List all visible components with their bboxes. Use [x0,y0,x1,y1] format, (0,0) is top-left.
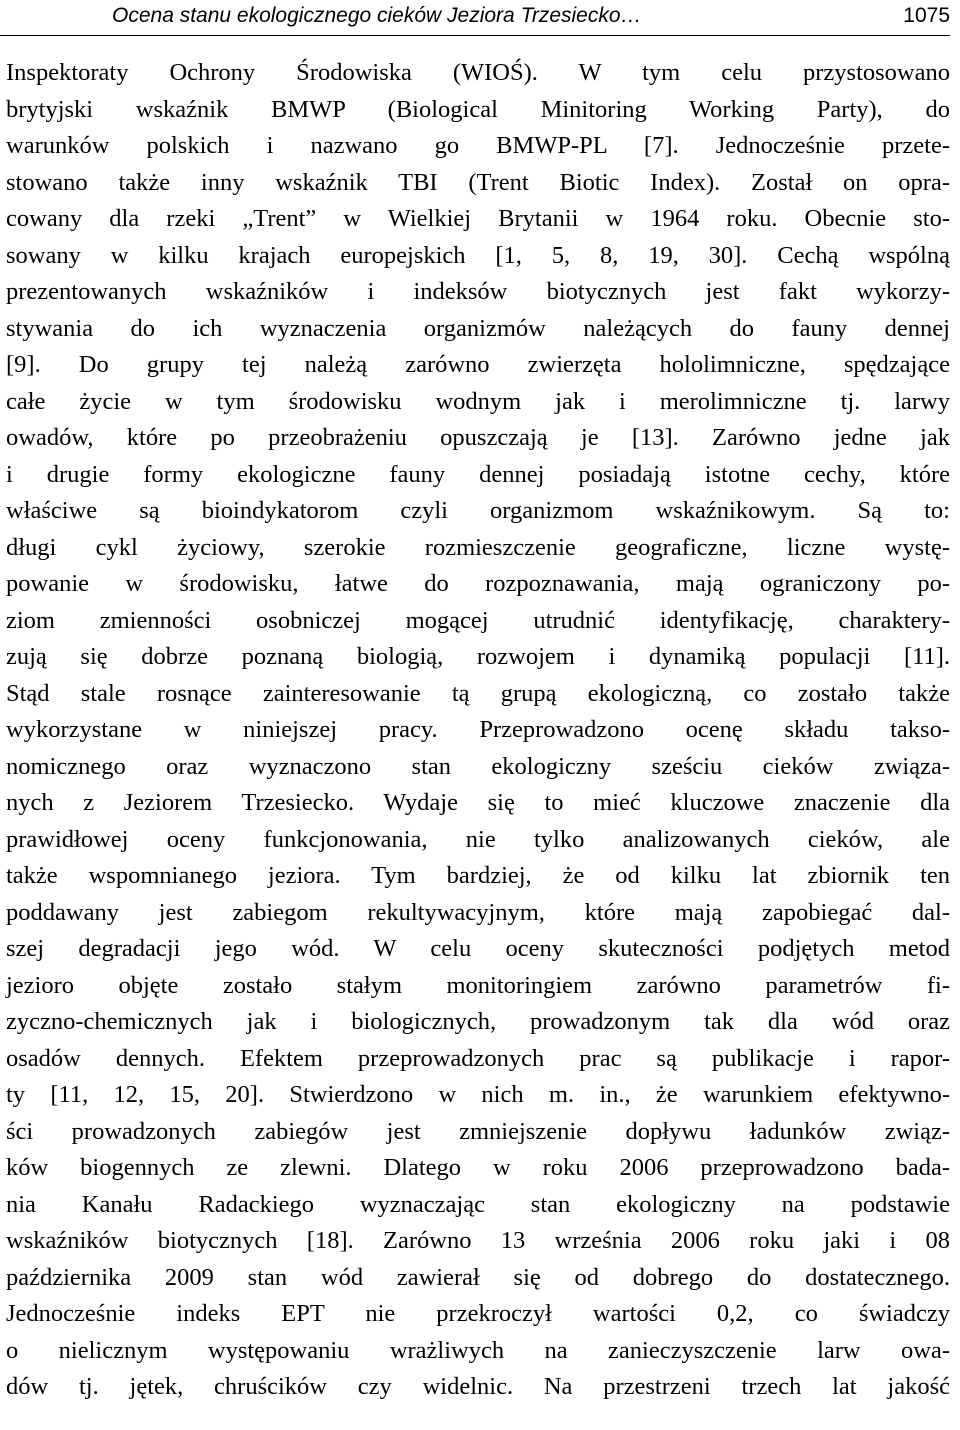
text-line: prezentowanych wskaźników i indeksów biotycznych jest fakt wykorzy- [6,278,950,305]
text-line: o nielicznym występowaniu wrażliwych na zanieczyszczenie larw owa- [6,1336,950,1364]
text-line: nomicznego oraz wyznaczono stan ekologiczny sześciu cieków związa- [6,752,950,780]
text-line: powanie w środowisku, łatwe do rozpoznawania, mają ograniczony po- [6,570,950,597]
text-line: także wspomnianego jeziora. Tym bardziej, że od kilku lat zbiornik ten [6,862,950,889]
page-number: 1075 [903,4,950,27]
header-rule [0,35,950,36]
text-line: brytyjski wskaźnik BMWP (Biological Minitoring Working Party), do [6,95,950,123]
text-line: owadów, które po przeobrażeniu opuszczają je [13]. Zarówno jedne jak [6,424,950,451]
text-line: dów tj. jętek, chruścików czy widelnic. Na przestrzeni trzech lat jakość [6,1373,950,1400]
text-line: cowany dla rzeki „Trent” w Wielkiej Brytanii w 1964 roku. Obecnie sto- [6,205,950,232]
running-header [0,4,950,34]
text-line: i drugie formy ekologiczne fauny dennej posiadają istotne cechy, które [6,460,950,488]
text-line: właściwe są bioindykatorom czyli organizmom wskaźnikowym. Są to: [6,497,950,524]
text-line: jezioro objęte zostało stałym monitoringiem zarówno parametrów fi- [6,971,950,999]
text-line: osadów dennych. Efektem przeprowadzonych prac są publikacje i rapor- [6,1044,950,1072]
text-line: sowany w kilku krajach europejskich [1, 5, 8, 19, 30]. Cechą wspólną [6,241,950,269]
text-line: nia Kanału Radackiego wyznaczając stan ekologiczny na podstawie [6,1190,950,1218]
text-line: zyczno-chemicznych jak i biologicznych, prowadzonym tak dla wód oraz [6,1008,950,1035]
text-line: wykorzystane w niniejszej pracy. Przeprowadzono ocenę składu takso- [6,716,950,743]
text-line: szej degradacji jego wód. W celu oceny skuteczności podjętych metod [6,935,950,962]
running-title: Ocena stanu ekologicznego cieków Jeziora Trzesiecko… [112,4,642,27]
text-line: ziom zmienności osobniczej mogącej utrudnić identyfikację, charaktery- [6,606,950,634]
text-line: warunków polskich i nazwano go BMWP-PL [7]. Jednocześnie przete- [6,132,950,159]
text-line: całe życie w tym środowisku wodnym jak i merolimniczne tj. larwy [6,387,950,415]
text-line: [9]. Do grupy tej należą zarówno zwierzęta hololimniczne, spędzające [6,351,950,378]
text-line: Inspektoraty Ochrony Środowiska (WIOŚ). W tym celu przystosowano [6,59,950,86]
text-line: października 2009 stan wód zawierał się od dobrego do dostatecznego. [6,1263,950,1291]
text-line: nych z Jeziorem Trzesiecko. Wydaje się to mieć kluczowe znaczenie dla [6,789,950,816]
text-line: Stąd stale rosnące zainteresowanie tą grupą ekologiczną, co zostało także [6,679,950,707]
text-line: ty [11, 12, 15, 20]. Stwierdzono w nich m. in., że warunkiem efektywno- [6,1081,950,1108]
text-line: zują się dobrze poznaną biologią, rozwojem i dynamiką populacji [11]. [6,643,950,670]
text-line: prawidłowej oceny funkcjonowania, nie tylko analizowanych cieków, ale [6,825,950,853]
text-line: Jednocześnie indeks EPT nie przekroczył wartości 0,2, co świadczy [6,1300,950,1327]
text-line: długi cykl życiowy, szerokie rozmieszczenie geograficzne, liczne wystę- [6,533,950,561]
text-line: ści prowadzonych zabiegów jest zmniejszenie dopływu ładunków związ- [6,1117,950,1145]
text-line: stywania do ich wyznaczenia organizmów należących do fauny dennej [6,314,950,342]
text-line: wskaźników biotycznych [18]. Zarówno 13 września 2006 roku jaki i 08 [6,1227,950,1254]
text-line: ków biogennych ze zlewni. Dlatego w roku 2006 przeprowadzono bada- [6,1154,950,1181]
body-text [6,55,950,1406]
text-line: stowano także inny wskaźnik TBI (Trent Biotic Index). Został on opra- [6,168,950,196]
text-line: poddawany jest zabiegom rekultywacyjnym, które mają zapobiegać dal- [6,898,950,926]
